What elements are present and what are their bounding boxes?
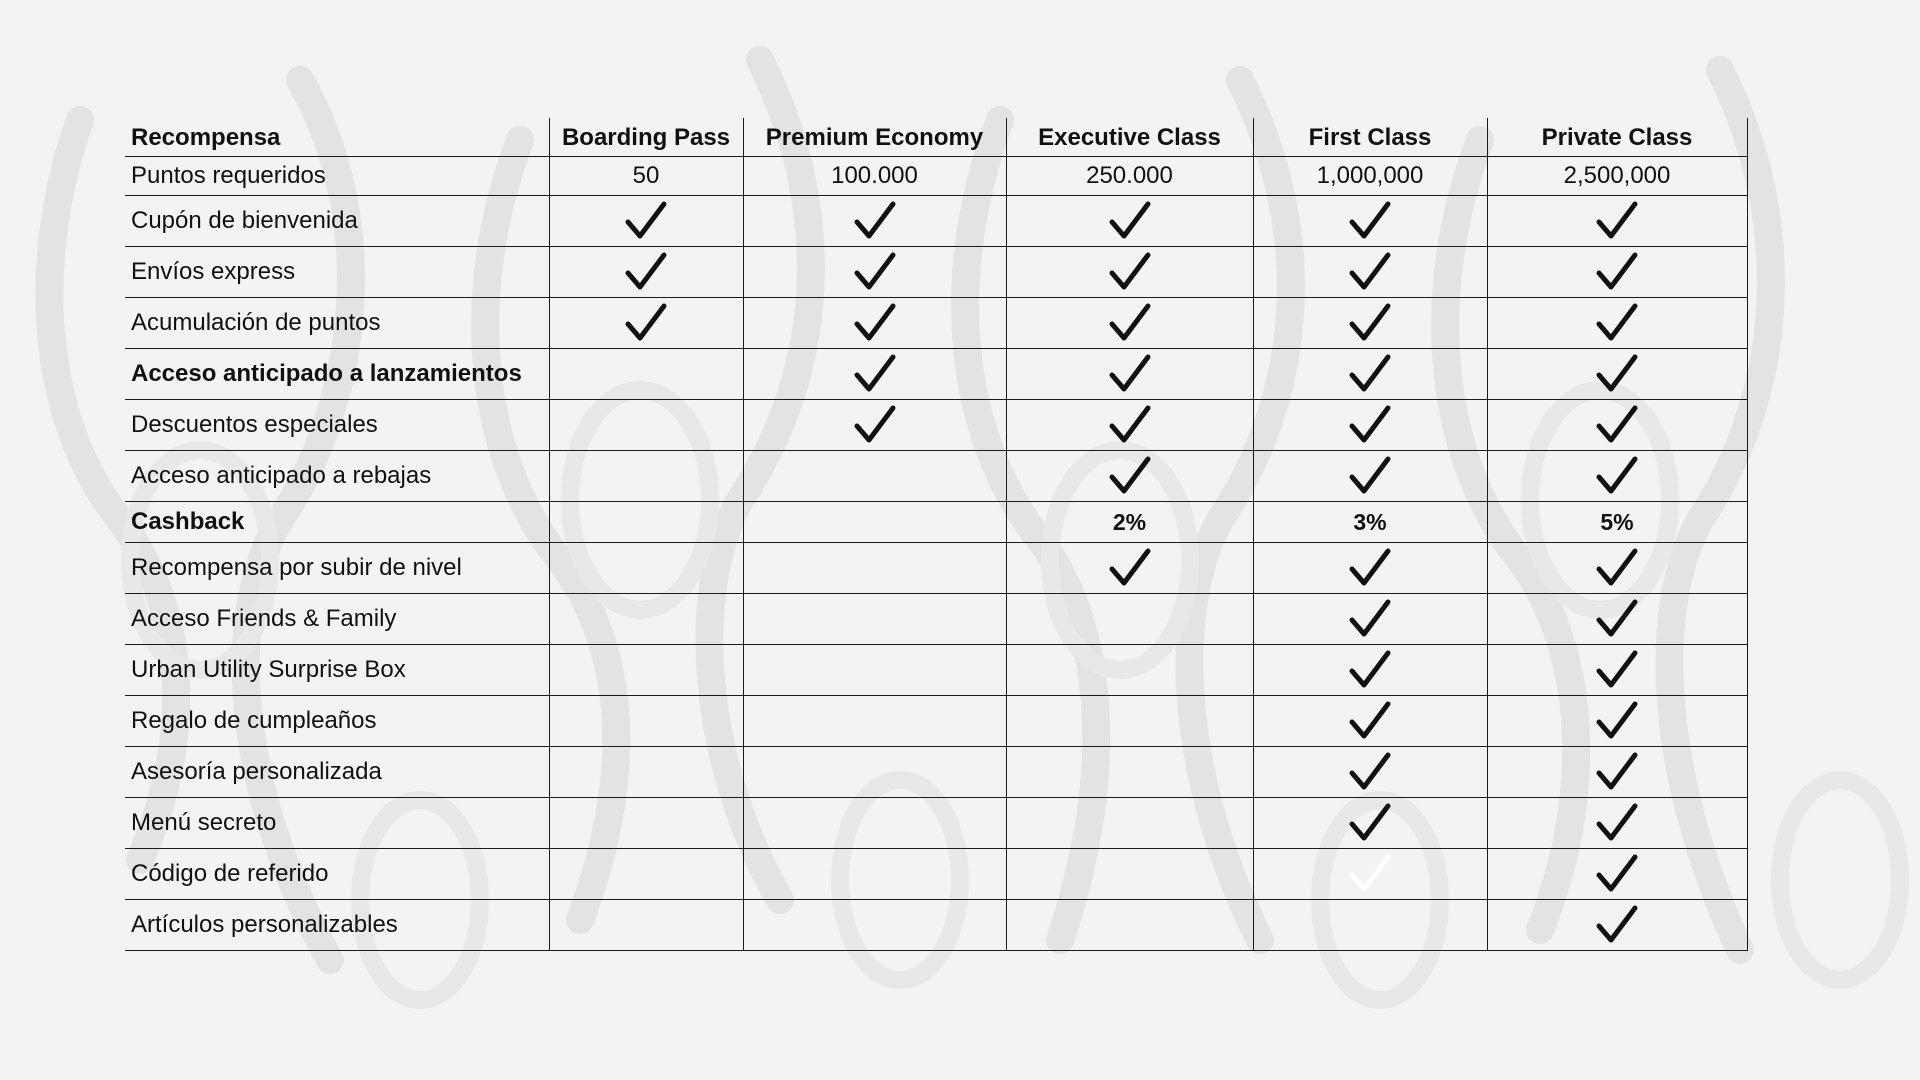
cell-private-class [1487, 798, 1747, 849]
cell-premium-economy-empty [743, 451, 1006, 502]
check-icon [1488, 854, 1747, 894]
points-executive-class: 250.000 [1006, 157, 1253, 196]
cell-executive-class [1006, 247, 1253, 298]
cell-premium-economy [743, 298, 1006, 349]
cell-boarding-pass-empty [549, 502, 743, 543]
check-icon [1254, 252, 1487, 292]
benefit-label: Regalo de cumpleaños [125, 696, 549, 747]
cell-first-class [1253, 849, 1487, 900]
benefit-label: Recompensa por subir de nivel [125, 543, 549, 594]
check-icon [1488, 405, 1747, 445]
cell-private-class [1487, 298, 1747, 349]
points-boarding-pass: 50 [549, 157, 743, 196]
cell-premium-economy [743, 196, 1006, 247]
cell-executive-class-empty [1006, 900, 1253, 951]
cell-executive-class-empty [1006, 696, 1253, 747]
cell-first-class [1253, 247, 1487, 298]
check-icon [1488, 456, 1747, 496]
table-row [125, 645, 1747, 696]
cell-premium-economy-empty [743, 543, 1006, 594]
cell-boarding-pass-empty [549, 747, 743, 798]
check-icon [1007, 354, 1253, 394]
check-icon [550, 303, 743, 343]
check-icon [1488, 752, 1747, 792]
check-icon [1254, 803, 1487, 843]
table-row [125, 849, 1747, 900]
cell-boarding-pass [549, 196, 743, 247]
cell-premium-economy-empty [743, 645, 1006, 696]
cell-executive-class-empty [1006, 645, 1253, 696]
table-header-row [125, 118, 1747, 157]
cell-first-class [1253, 196, 1487, 247]
table-row [125, 900, 1747, 951]
cell-private-class [1487, 645, 1747, 696]
check-icon [1488, 303, 1747, 343]
cell-premium-economy-empty [743, 849, 1006, 900]
check-icon [744, 252, 1006, 292]
cell-boarding-pass-empty [549, 900, 743, 951]
benefit-label: Cupón de bienvenida [125, 196, 549, 247]
points-required-row [125, 157, 1747, 196]
cell-executive-class-empty [1006, 798, 1253, 849]
check-icon [1254, 201, 1487, 241]
check-icon [1488, 201, 1747, 241]
benefit-label: Código de referido [125, 849, 549, 900]
cell-first-class [1253, 349, 1487, 400]
cell-boarding-pass [549, 298, 743, 349]
table-row [125, 247, 1747, 298]
rewards-table-container [125, 118, 1747, 951]
check-icon [1007, 456, 1253, 496]
cell-private-class [1487, 196, 1747, 247]
table-row [125, 451, 1747, 502]
table-row [125, 543, 1747, 594]
cell-executive-class [1006, 196, 1253, 247]
check-icon [1488, 599, 1747, 639]
benefit-label: Artículos personalizables [125, 900, 549, 951]
cell-executive-class [1006, 451, 1253, 502]
check-icon [1488, 905, 1747, 945]
check-icon [1488, 354, 1747, 394]
check-icon [550, 201, 743, 241]
header-premium-economy: Premium Economy [743, 118, 1006, 157]
cell-premium-economy-empty [743, 798, 1006, 849]
benefit-label: Cashback [125, 502, 549, 543]
points-first-class: 1,000,000 [1253, 157, 1487, 196]
cell-premium-economy-empty [743, 900, 1006, 951]
cell-private-class [1487, 400, 1747, 451]
cell-executive-class-empty [1006, 849, 1253, 900]
cashback-first-class: 3% [1253, 502, 1487, 543]
table-row [125, 798, 1747, 849]
check-icon [1254, 599, 1487, 639]
header-first-class: First Class [1253, 118, 1487, 157]
cell-boarding-pass [549, 247, 743, 298]
check-icon [1007, 252, 1253, 292]
cell-executive-class [1006, 400, 1253, 451]
check-icon [744, 201, 1006, 241]
cell-private-class [1487, 696, 1747, 747]
check-icon [1254, 854, 1487, 894]
points-required-label: Puntos requeridos [125, 157, 549, 196]
benefit-label: Acceso anticipado a rebajas [125, 451, 549, 502]
cashback-private-class: 5% [1487, 502, 1747, 543]
check-icon [1254, 548, 1487, 588]
header-executive-class: Executive Class [1006, 118, 1253, 157]
check-icon [1254, 405, 1487, 445]
rewards-table [125, 118, 1748, 951]
check-icon [1488, 252, 1747, 292]
cell-first-class [1253, 645, 1487, 696]
cell-first-class-empty [1253, 900, 1487, 951]
check-icon [1254, 701, 1487, 741]
cell-boarding-pass-empty [549, 696, 743, 747]
cell-premium-economy [743, 400, 1006, 451]
cell-private-class [1487, 247, 1747, 298]
table-row [125, 400, 1747, 451]
table-row [125, 502, 1747, 543]
cell-first-class [1253, 543, 1487, 594]
check-icon [1254, 303, 1487, 343]
cell-first-class [1253, 747, 1487, 798]
cell-private-class [1487, 543, 1747, 594]
cell-executive-class [1006, 349, 1253, 400]
cell-boarding-pass-empty [549, 543, 743, 594]
cell-boarding-pass-empty [549, 400, 743, 451]
cell-first-class [1253, 594, 1487, 645]
cell-first-class [1253, 298, 1487, 349]
cell-private-class [1487, 900, 1747, 951]
cell-boarding-pass-empty [549, 798, 743, 849]
benefit-label: Urban Utility Surprise Box [125, 645, 549, 696]
benefit-label: Envíos express [125, 247, 549, 298]
cell-boarding-pass-empty [549, 451, 743, 502]
check-icon [1007, 303, 1253, 343]
cell-boarding-pass-empty [549, 849, 743, 900]
check-icon [744, 303, 1006, 343]
cell-boarding-pass-empty [549, 594, 743, 645]
points-premium-economy: 100.000 [743, 157, 1006, 196]
check-icon [1488, 548, 1747, 588]
benefit-label: Acceso Friends & Family [125, 594, 549, 645]
cell-first-class [1253, 696, 1487, 747]
table-row [125, 349, 1747, 400]
check-icon [1254, 456, 1487, 496]
cell-premium-economy-empty [743, 747, 1006, 798]
cell-premium-economy-empty [743, 594, 1006, 645]
check-icon [1254, 650, 1487, 690]
cell-premium-economy-empty [743, 502, 1006, 543]
cell-first-class [1253, 798, 1487, 849]
check-icon [1488, 701, 1747, 741]
check-icon [1007, 201, 1253, 241]
check-icon [744, 405, 1006, 445]
cell-first-class [1253, 400, 1487, 451]
benefit-label: Acumulación de puntos [125, 298, 549, 349]
benefit-label: Menú secreto [125, 798, 549, 849]
benefit-label: Asesoría personalizada [125, 747, 549, 798]
cashback-executive-class: 2% [1006, 502, 1253, 543]
header-boarding-pass: Boarding Pass [549, 118, 743, 157]
header-reward: Recompensa [125, 118, 549, 157]
cell-private-class [1487, 594, 1747, 645]
table-row [125, 298, 1747, 349]
table-row [125, 594, 1747, 645]
cell-first-class [1253, 451, 1487, 502]
check-icon [1007, 548, 1253, 588]
check-icon [1488, 803, 1747, 843]
header-private-class: Private Class [1487, 118, 1747, 157]
points-private-class: 2,500,000 [1487, 157, 1747, 196]
check-icon [1254, 752, 1487, 792]
check-icon [1488, 650, 1747, 690]
cell-boarding-pass-empty [549, 349, 743, 400]
benefit-label: Acceso anticipado a lanzamientos [125, 349, 549, 400]
cell-private-class [1487, 849, 1747, 900]
cell-executive-class [1006, 543, 1253, 594]
cell-boarding-pass-empty [549, 645, 743, 696]
cell-private-class [1487, 747, 1747, 798]
check-icon [1254, 354, 1487, 394]
cell-premium-economy [743, 247, 1006, 298]
cell-executive-class [1006, 298, 1253, 349]
cell-executive-class-empty [1006, 747, 1253, 798]
check-icon [744, 354, 1006, 394]
check-icon [1007, 405, 1253, 445]
benefit-label: Descuentos especiales [125, 400, 549, 451]
cell-private-class [1487, 349, 1747, 400]
table-row [125, 696, 1747, 747]
cell-premium-economy-empty [743, 696, 1006, 747]
table-row [125, 196, 1747, 247]
check-icon [550, 252, 743, 292]
cell-private-class [1487, 451, 1747, 502]
cell-premium-economy [743, 349, 1006, 400]
cell-executive-class-empty [1006, 594, 1253, 645]
table-row [125, 747, 1747, 798]
